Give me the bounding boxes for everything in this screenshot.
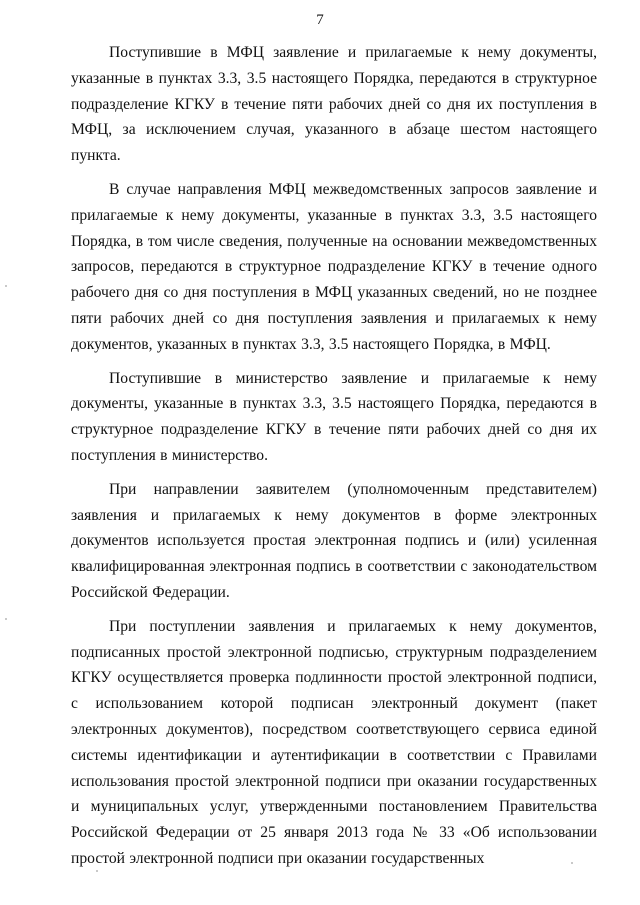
document-body (71, 40, 597, 880)
paragraph-mfc-transfer: Поступившие в МФЦ заявление и прилагаемые к нему документы, указанные в пунктах 3.3, 3.5 настоящего Порядка, передаются в структурное подразделение КГКУ в течение пяти рабочих дней со дня их поступления в МФЦ, за исключением случая, указанного в абзаце шестом настоящего пункта. (71, 44, 597, 165)
scan-speck (5, 618, 7, 620)
paragraph-signature-verification: При поступлении заявления и прилагаемых к нему документов, подписанных простой электронной подписью, структурным подразделением КГКУ осуществляется проверка подлинности простой электронной подписи, с использованием которой подписан электронный документ (пакет электронных документов), посредством соответствующего сервиса единой системы идентификации и аутентификации в соответствии с Правилами использования простой электронной подписи при оказании государственных и муниципальных услуг, утвержденными постановлением Правительства Российской Федерации от 25 января 2013 года № 33 «Об использовании простой электронной подписи при оказании государственных (71, 617, 597, 867)
paragraph-ministry-transfer: Поступившие в министерство заявление и прилагаемые к нему документы, указанные в пунктах 3.3, 3.5 настоящего Порядка, передаются в структурное подразделение КГКУ в течение пяти рабочих дней со дня их поступления в министерство. (71, 369, 597, 464)
scan-speck (571, 862, 573, 864)
scan-speck (96, 870, 98, 872)
scan-speck (5, 285, 7, 287)
page-number: 7 (316, 12, 324, 28)
paragraph-interagency-requests: В случае направления МФЦ межведомственных запросов заявление и прилагаемые к нему документы, указанные в пунктах 3.3, 3.5 настоящего Порядка, в том числе сведения, полученные на основании межведомственных запросов, передаются в структурное подразделение КГКУ в течение одного рабочего дня со дня поступления в МФЦ указанных сведений, но не позднее пяти рабочих дней со дня поступления заявления и прилагаемых к нему документов, указанных в пунктах 3.3, 3.5 настоящего Порядка, в МФЦ. (71, 180, 597, 353)
paragraph-electronic-signature: При направлении заявителем (уполномоченным представителем) заявления и прилагаемых к нему документов в форме электронных документов используется простая электронная подпись и (или) усиленная квалифицированная электронная подпись в соответствии с законодательством Российской Федерации. (71, 480, 597, 601)
